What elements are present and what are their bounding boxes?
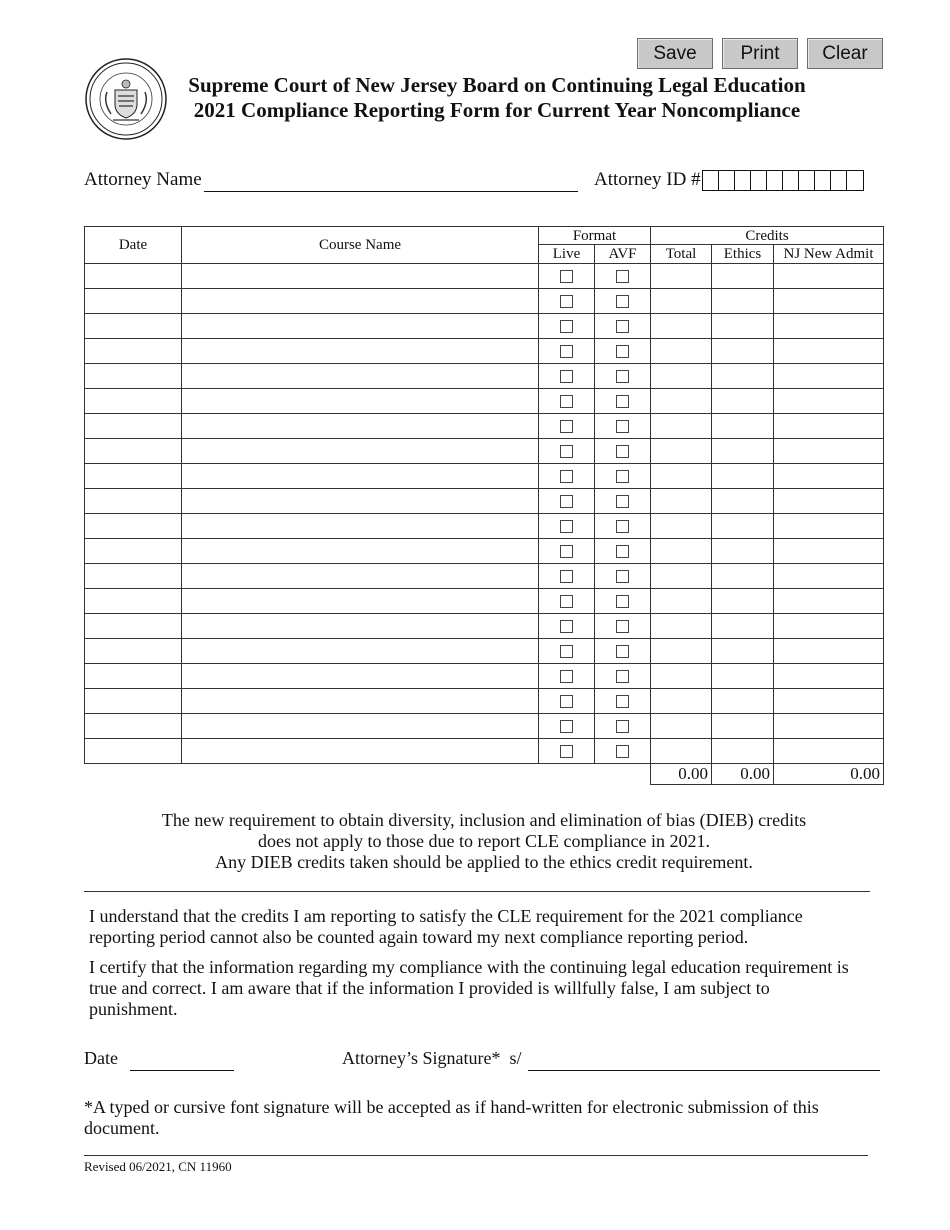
ethics-credits-cell[interactable]: [712, 539, 774, 564]
live-checkbox-cell: [539, 564, 595, 589]
course-name-cell[interactable]: [182, 264, 539, 289]
live-checkbox-cell: [539, 314, 595, 339]
live-checkbox-cell: [539, 464, 595, 489]
nj-new-admit-cell[interactable]: [774, 314, 884, 339]
table-row: [85, 389, 884, 414]
ethics-credits-cell[interactable]: [712, 489, 774, 514]
avf-checkbox-cell: [595, 339, 651, 364]
avf-checkbox[interactable]: [616, 270, 629, 283]
total-credits-cell[interactable]: [651, 664, 712, 689]
ethics-credits-cell[interactable]: [712, 639, 774, 664]
live-checkbox[interactable]: [560, 295, 573, 308]
date-cell[interactable]: [85, 314, 182, 339]
live-checkbox-cell: [539, 714, 595, 739]
clear-button[interactable]: Clear: [807, 38, 883, 69]
total-credits-cell[interactable]: [651, 489, 712, 514]
credits-group-header: Credits: [651, 227, 884, 245]
table-row: [85, 289, 884, 314]
avf-checkbox[interactable]: [616, 470, 629, 483]
live-checkbox[interactable]: [560, 620, 573, 633]
dieb-notice-line1: The new requirement to obtain diversity, inclusion and elimination of bias (DIEB) credits: [161, 810, 807, 830]
date-field[interactable]: [130, 1049, 234, 1071]
table-row: [85, 564, 884, 589]
avf-checkbox-cell: [595, 314, 651, 339]
course-name-cell[interactable]: [182, 489, 539, 514]
course-name-cell[interactable]: [182, 464, 539, 489]
col-course-header: Course Name: [182, 227, 539, 264]
table-row: [85, 364, 884, 389]
avf-checkbox-cell: [595, 389, 651, 414]
live-checkbox[interactable]: [560, 595, 573, 608]
avf-checkbox[interactable]: [616, 545, 629, 558]
table-row: [85, 639, 884, 664]
total-credits-cell[interactable]: [651, 389, 712, 414]
date-cell[interactable]: [85, 414, 182, 439]
table-row: [85, 614, 884, 639]
live-checkbox[interactable]: [560, 570, 573, 583]
avf-checkbox[interactable]: [616, 720, 629, 733]
attorney-id-field[interactable]: [702, 170, 864, 191]
date-cell[interactable]: [85, 389, 182, 414]
divider: [84, 891, 870, 892]
avf-checkbox[interactable]: [616, 495, 629, 508]
live-checkbox[interactable]: [560, 695, 573, 708]
live-checkbox[interactable]: [560, 445, 573, 458]
avf-checkbox[interactable]: [616, 345, 629, 358]
attorney-id-digit[interactable]: [799, 171, 815, 190]
revision-note: Revised 06/2021, CN 11960: [84, 1159, 232, 1174]
total-credits-cell[interactable]: [651, 714, 712, 739]
live-checkbox-cell: [539, 614, 595, 639]
table-row: [85, 739, 884, 764]
avf-checkbox[interactable]: [616, 670, 629, 683]
live-checkbox[interactable]: [560, 470, 573, 483]
table-row: [85, 539, 884, 564]
total-credits-cell[interactable]: [651, 589, 712, 614]
dieb-notice-line2: does not apply to those due to report CLE compliance in 2021.: [258, 831, 710, 851]
date-cell[interactable]: [85, 689, 182, 714]
nj-new-admit-cell[interactable]: [774, 664, 884, 689]
avf-checkbox[interactable]: [616, 520, 629, 533]
total-credits-cell[interactable]: [651, 639, 712, 664]
nj-new-admit-cell[interactable]: [774, 539, 884, 564]
live-checkbox[interactable]: [560, 645, 573, 658]
avf-checkbox[interactable]: [616, 620, 629, 633]
table-row: [85, 414, 884, 439]
live-checkbox[interactable]: [560, 520, 573, 533]
dieb-notice: [84, 810, 884, 873]
avf-checkbox[interactable]: [616, 645, 629, 658]
course-name-cell[interactable]: [182, 364, 539, 389]
nj-new-admit-sum: 0.00: [774, 764, 884, 785]
avf-checkbox-cell: [595, 464, 651, 489]
ethics-credits-cell[interactable]: [712, 414, 774, 439]
avf-checkbox[interactable]: [616, 320, 629, 333]
live-checkbox-cell: [539, 414, 595, 439]
live-checkbox[interactable]: [560, 270, 573, 283]
ethics-credits-cell[interactable]: [712, 689, 774, 714]
live-checkbox[interactable]: [560, 495, 573, 508]
total-credits-cell[interactable]: [651, 289, 712, 314]
avf-checkbox[interactable]: [616, 745, 629, 758]
ethics-credits-cell[interactable]: [712, 514, 774, 539]
live-checkbox-cell: [539, 689, 595, 714]
attorney-id-digit[interactable]: [815, 171, 831, 190]
course-name-cell[interactable]: [182, 414, 539, 439]
avf-checkbox[interactable]: [616, 295, 629, 308]
avf-checkbox[interactable]: [616, 570, 629, 583]
nj-new-admit-cell[interactable]: [774, 439, 884, 464]
course-name-cell[interactable]: [182, 739, 539, 764]
ethics-credits-cell[interactable]: [712, 339, 774, 364]
col-live-header: Live: [539, 245, 595, 264]
attorney-name-field[interactable]: [204, 170, 578, 192]
table-row: [85, 689, 884, 714]
date-cell[interactable]: [85, 564, 182, 589]
ethics-credits-cell[interactable]: [712, 314, 774, 339]
ethics-credits-cell[interactable]: [712, 289, 774, 314]
avf-checkbox-cell: [595, 614, 651, 639]
date-label: Date: [84, 1048, 118, 1068]
total-credits-sum: 0.00: [651, 764, 712, 785]
ethics-credits-cell[interactable]: [712, 664, 774, 689]
course-name-cell[interactable]: [182, 714, 539, 739]
live-checkbox[interactable]: [560, 745, 573, 758]
ethics-credits-cell[interactable]: [712, 264, 774, 289]
total-credits-cell[interactable]: [651, 264, 712, 289]
ethics-credits-cell[interactable]: [712, 389, 774, 414]
total-credits-cell[interactable]: [651, 739, 712, 764]
table-row: [85, 489, 884, 514]
avf-checkbox-cell: [595, 639, 651, 664]
course-name-cell[interactable]: [182, 564, 539, 589]
avf-checkbox[interactable]: [616, 595, 629, 608]
ethics-credits-cell[interactable]: [712, 739, 774, 764]
nj-new-admit-cell[interactable]: [774, 289, 884, 314]
avf-checkbox[interactable]: [616, 395, 629, 408]
nj-new-admit-cell[interactable]: [774, 264, 884, 289]
nj-new-admit-cell[interactable]: [774, 639, 884, 664]
nj-new-admit-cell[interactable]: [774, 339, 884, 364]
signature-label: Attorney’s Signature* s/: [342, 1048, 522, 1068]
ethics-credits-cell[interactable]: [712, 439, 774, 464]
live-checkbox-cell: [539, 739, 595, 764]
table-row: [85, 514, 884, 539]
table-row: [85, 339, 884, 364]
ethics-credits-cell[interactable]: [712, 589, 774, 614]
ethics-credits-cell[interactable]: [712, 364, 774, 389]
form-title-line1: Supreme Court of New Jersey Board on Continuing Legal Education: [188, 73, 806, 97]
date-cell[interactable]: [85, 739, 182, 764]
total-credits-cell[interactable]: [651, 614, 712, 639]
total-credits-cell[interactable]: [651, 364, 712, 389]
live-checkbox-cell: [539, 589, 595, 614]
live-checkbox-cell: [539, 264, 595, 289]
total-credits-cell[interactable]: [651, 539, 712, 564]
dieb-notice-line3: Any DIEB credits taken should be applied to the ethics credit requirement.: [215, 852, 753, 872]
avf-checkbox-cell: [595, 664, 651, 689]
live-checkbox-cell: [539, 364, 595, 389]
nj-new-admit-cell[interactable]: [774, 364, 884, 389]
nj-new-admit-cell[interactable]: [774, 514, 884, 539]
format-group-header: Format: [539, 227, 651, 245]
live-checkbox[interactable]: [560, 320, 573, 333]
live-checkbox-cell: [539, 539, 595, 564]
ethics-credits-cell[interactable]: [712, 614, 774, 639]
date-cell[interactable]: [85, 439, 182, 464]
date-cell[interactable]: [85, 289, 182, 314]
live-checkbox[interactable]: [560, 395, 573, 408]
avf-checkbox-cell: [595, 714, 651, 739]
col-date-header: Date: [85, 227, 182, 264]
live-checkbox[interactable]: [560, 420, 573, 433]
total-credits-cell[interactable]: [651, 339, 712, 364]
footer-divider: [84, 1155, 868, 1156]
live-checkbox-cell: [539, 389, 595, 414]
avf-checkbox[interactable]: [616, 420, 629, 433]
certification-para-1: I understand that the credits I am reporting to satisfy the CLE requirement for the 2021 compliance reporting period cannot also be counted again toward my next compliance reporting period.: [89, 906, 803, 947]
course-name-cell[interactable]: [182, 614, 539, 639]
course-name-cell[interactable]: [182, 439, 539, 464]
table-row: [85, 439, 884, 464]
avf-checkbox[interactable]: [616, 370, 629, 383]
live-checkbox-cell: [539, 489, 595, 514]
date-cell[interactable]: [85, 514, 182, 539]
print-button[interactable]: Print: [722, 38, 798, 69]
course-name-cell[interactable]: [182, 589, 539, 614]
col-total-header: Total: [651, 245, 712, 264]
avf-checkbox[interactable]: [616, 695, 629, 708]
nj-new-admit-cell[interactable]: [774, 489, 884, 514]
table-row: [85, 464, 884, 489]
date-cell[interactable]: [85, 539, 182, 564]
col-avf-header: AVF: [595, 245, 651, 264]
nj-new-admit-cell[interactable]: [774, 464, 884, 489]
course-name-cell[interactable]: [182, 664, 539, 689]
live-checkbox[interactable]: [560, 720, 573, 733]
nj-new-admit-cell[interactable]: [774, 589, 884, 614]
signature-footnote: *A typed or cursive font signature will be accepted as if hand-written for electronic submission of this document.: [84, 1097, 819, 1138]
attorney-id-digit[interactable]: [783, 171, 799, 190]
live-checkbox[interactable]: [560, 545, 573, 558]
col-ethics-header: Ethics: [712, 245, 774, 264]
ethics-credits-sum: 0.00: [712, 764, 774, 785]
avf-checkbox-cell: [595, 414, 651, 439]
table-row: [85, 314, 884, 339]
live-checkbox-cell: [539, 439, 595, 464]
signature-field[interactable]: [528, 1049, 880, 1071]
live-checkbox-cell: [539, 289, 595, 314]
live-checkbox[interactable]: [560, 370, 573, 383]
course-name-cell[interactable]: [182, 639, 539, 664]
certification-para-2: I certify that the information regarding my compliance with the continuing legal education requirement is true and correct. I am aware that if the information I provided is willfully false, I am subject to punishment.: [89, 957, 849, 1019]
live-checkbox-cell: [539, 664, 595, 689]
nj-new-admit-cell[interactable]: [774, 564, 884, 589]
avf-checkbox[interactable]: [616, 445, 629, 458]
total-credits-cell[interactable]: [651, 689, 712, 714]
ethics-credits-cell[interactable]: [712, 464, 774, 489]
attorney-id-digit[interactable]: [703, 171, 719, 190]
nj-new-admit-cell[interactable]: [774, 414, 884, 439]
nj-new-admit-cell[interactable]: [774, 739, 884, 764]
date-cell[interactable]: [85, 714, 182, 739]
attorney-name-label: Attorney Name: [84, 169, 202, 190]
date-cell[interactable]: [85, 489, 182, 514]
col-nj-new-admit-header: NJ New Admit: [774, 245, 884, 264]
course-name-cell[interactable]: [182, 339, 539, 364]
avf-checkbox-cell: [595, 364, 651, 389]
nj-new-admit-cell[interactable]: [774, 389, 884, 414]
attorney-id-label: Attorney ID #: [594, 169, 701, 190]
live-checkbox-cell: [539, 514, 595, 539]
live-checkbox-cell: [539, 639, 595, 664]
date-cell[interactable]: [85, 614, 182, 639]
table-row: [85, 264, 884, 289]
course-name-cell[interactable]: [182, 389, 539, 414]
date-cell[interactable]: [85, 639, 182, 664]
attorney-id-digit[interactable]: [719, 171, 735, 190]
table-row: [85, 714, 884, 739]
avf-checkbox-cell: [595, 489, 651, 514]
avf-checkbox-cell: [595, 514, 651, 539]
avf-checkbox-cell: [595, 264, 651, 289]
attorney-id-digit[interactable]: [735, 171, 751, 190]
live-checkbox-cell: [539, 339, 595, 364]
date-cell[interactable]: [85, 364, 182, 389]
course-name-cell[interactable]: [182, 539, 539, 564]
table-row: [85, 664, 884, 689]
avf-checkbox-cell: [595, 689, 651, 714]
avf-checkbox-cell: [595, 564, 651, 589]
attorney-id-digit[interactable]: [831, 171, 847, 190]
avf-checkbox-cell: [595, 589, 651, 614]
date-cell[interactable]: [85, 589, 182, 614]
total-credits-cell[interactable]: [651, 464, 712, 489]
avf-checkbox-cell: [595, 739, 651, 764]
course-name-cell[interactable]: [182, 289, 539, 314]
date-cell[interactable]: [85, 264, 182, 289]
avf-checkbox-cell: [595, 439, 651, 464]
ethics-credits-cell[interactable]: [712, 714, 774, 739]
nj-new-admit-cell[interactable]: [774, 714, 884, 739]
attorney-id-digit[interactable]: [767, 171, 783, 190]
avf-checkbox-cell: [595, 289, 651, 314]
attorney-id-digit[interactable]: [751, 171, 767, 190]
total-credits-cell[interactable]: [651, 514, 712, 539]
form-title-line2: 2021 Compliance Reporting Form for Current Year Noncompliance: [193, 98, 801, 122]
date-cell[interactable]: [85, 464, 182, 489]
live-checkbox[interactable]: [560, 345, 573, 358]
attorney-id-digit[interactable]: [847, 171, 863, 190]
nj-new-admit-cell[interactable]: [774, 614, 884, 639]
nj-new-admit-cell[interactable]: [774, 689, 884, 714]
total-credits-cell[interactable]: [651, 414, 712, 439]
course-table: [84, 226, 884, 785]
total-credits-cell[interactable]: [651, 314, 712, 339]
course-name-cell[interactable]: [182, 689, 539, 714]
save-button[interactable]: Save: [637, 38, 713, 69]
live-checkbox[interactable]: [560, 670, 573, 683]
table-row: [85, 589, 884, 614]
ethics-credits-cell[interactable]: [712, 564, 774, 589]
date-cell[interactable]: [85, 339, 182, 364]
course-name-cell[interactable]: [182, 314, 539, 339]
avf-checkbox-cell: [595, 539, 651, 564]
total-credits-cell[interactable]: [651, 439, 712, 464]
court-seal-icon: [85, 58, 167, 140]
total-credits-cell[interactable]: [651, 564, 712, 589]
date-cell[interactable]: [85, 664, 182, 689]
course-name-cell[interactable]: [182, 514, 539, 539]
